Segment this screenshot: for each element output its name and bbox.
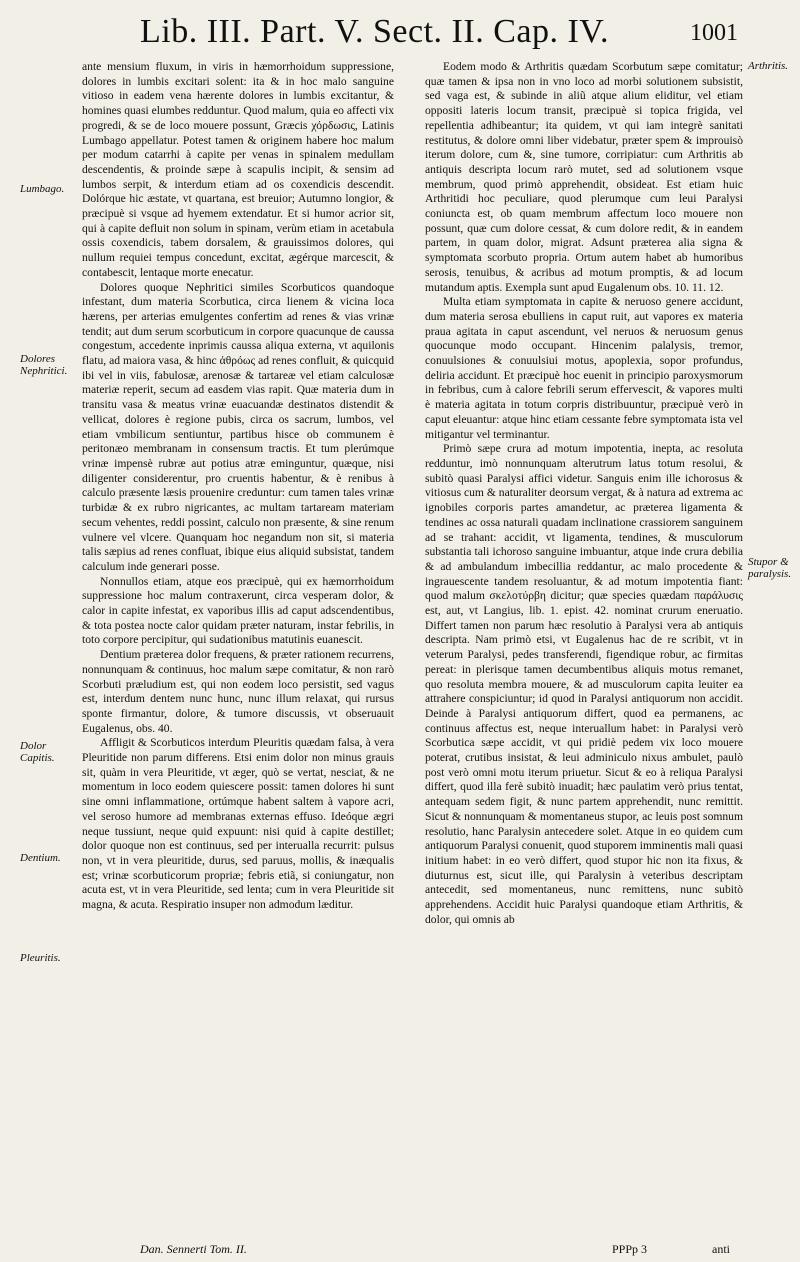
right-column	[425, 60, 743, 927]
page-number: 1001	[690, 20, 738, 46]
footer-signature: PPPp 3	[612, 1242, 648, 1256]
margin-note-dolor-capitis: Dolor Capitis.	[20, 740, 55, 764]
paragraph-lumbago: ante mensium fluxum, in viris in hæmorrhoidum suppressione, dolores in lumbis excitari solent: ita & in hoc malo sanguine vitioso in eadem vena hærente dolores in lumbis excitantur, & homines quasi elumbes redduntur. Quod malum, quia eo affecti vix progredi, & se de loco mouere possunt, Græcis χόρδωσις, Latinis Lumbago appellatur. Potest tamen & originem habere hoc malum per modum catarrhi à capite per venas in spinalem medullam descendentis, & proinde sæpe à scapulis incipit, & sensim ad lumbos serpit, & interdum etiam ad os coxendicis descendit. Dolórque hic æstate, vt quartana, est breuior; Autumno longior, & præcipuè si vsque ad hyemem extendatur. Et si humor acrior sit, qui à capite defluit non solum in spinam, verùm etiam in acetabula ossis coxendicis, tabem dorsalem, & grauissimos dolores, qui nullum requiei tempus concedunt, excitat, ægérque marcescit, & contabescit, lentaque morte enecatur.	[82, 60, 394, 279]
margin-note-lumbago: Lumbago.	[20, 183, 65, 195]
paragraph-dolores-nephritici: Dolores quoque Nephritici similes Scorbuticos quandoque infestant, dum materia Scorbutica, circa lienem & vicina loca hærens, per arterias emulgentes confertim ad renes & vias vrinæ tendit; aut dum serum scorbuticum in corpore quacunque de caussa congestum, accedente inprimis caussa aliqua externa, vt aquilonis flatu, ad maiora vasa, & hinc ἀθρόως ad renes confluit, & quicquid ibi vel in viis, fabulosæ, arenosæ & tartareæ vel etiam calculosæ materiæ reperit, secum ad easdem vias rapit. Quæ materia dum in transitu vasa & meatus vrinæ euacuandæ destinatos distendit & vellicat, dolores è regione pubis, circa os sacrum, lumbos, vel etiam vmbilicum sentiuntur, partibus hisce ob communem è peritonæo membranam in consensum tractis. Et tum plerúmque vrinæ impensè rubræ aut potius atræ eminguntur, quæque, nisi diligenter considerentur, pro cruentis habentur, & è renibus à calculo præsente læsis prouenire creduntur: cum tamen tales vrinæ turbidæ & ex rubro nigricantes, ac multam tartaream materiam secum vehentes, reddi possint, calculo non præsente, & sine renum vulnere vel vlcere. Quanquam hoc negandum non sit, si materia talis sæpius ad renes confluat, ibique eius aliquid subsistat, tandem calculum inde generari posse.	[82, 280, 394, 573]
paragraph-arthritis: Eodem modo & Arthritis quædam Scorbutum sæpe comitatur; quæ tamen & ipsa non in vno loco ad morbi solutionem subsistit, sed vaga est, & subinde in aliũ atque alium eliditur, vel etiam oppositi lateris locum transit, præcipuè si topica frigida, vel repellentia adhibeantur; ita quidem, vt qui iam integrè sanitati restitutus, & dolore omni liber videbatur, præter spem & improuisò iterum dolore, cum &, sine tumore, corripiatur: cum Arthritis ab antiquis descripta locum rarò mutet, sed ad solutionem vsque membrum, quod primò apprehendit, obsideat. Est etiam huic Arthritidi hoc peculiare, quod plerumque cum leui Paralysi coniuncta est, ob quam membrum affectum loco mouere non possunt, quæ cum dolore cessat, & cum dolore redit, & in eandem partem, in quam dolor, migrat. Adsunt præterea alia signa & symptomata scorbuto propria. Ortum autem habet ab humoribus serosis, tenuibus, & acribus ad motum promptis, & ad locum mutandum aptis. Exempla sunt apud Eugalenum obs. 10. 11. 12.	[425, 60, 743, 294]
running-header: Lib. III. Part. V. Sect. II. Cap. IV.	[140, 13, 609, 50]
paragraph-symptomata-capitis: Multa etiam symptomata in capite & neruoso genere accidunt, dum materia serosa ebulliens in caput ruit, aut vapores ex materia praua agitata in caput ascendunt, vel neruos & neruosum genus quocunque modo occupant. Hincenim palalysis, tremor, conuulsiones & conuulsiui motus, apoplexia, sopor profundus, deliria accidunt. Et præcipuè hoc euenit in principio paroxysmorum in febribus, cum à calore febrili serum effervescit, & vapores multi è materia agitata in totum corpris distribuuntur, præcipuè verò in caput eleuantur: atque hinc etiam cessante febre symptomata ista vel mitigantur vel terminantur.	[425, 295, 743, 441]
margin-note-pleuritis: Pleuritis.	[20, 952, 61, 964]
margin-note-arthritis: Arthritis.	[748, 60, 789, 72]
margin-note-dentium: Dentium.	[20, 852, 61, 864]
paragraph-stupor-paralysis: Primò sæpe crura ad motum impotentia, inepta, ac resoluta redduntur, imò nonnunquam alterutrum latus totum resolui, & subitò quasi Paralysi affici videtur. Sanguis enim ille ichorosus & vitiosus cum & naturaliter deorsum vergat, & à natura ad extrema ac ignobiles corporis partes amandetur, ac præterea ligamenta & tendines ac ossa naturali quadam inclinatione crassiorem sanguinem ad se trahant: accidit, vt ligamenta, tendines, & musculorum substantia tali ichoroso sanguine imbuantur, atque inde crura debilia & ad ambulandum imbecillia reddantur, ac malo procedente & ingrauescente tandem resoluantur, & ad motum impotentia fiant: quod malum σκελοτύρβη dicitur; quæ species quædam παράλυσις est, aut, vt Langius, lib. 1. epist. 42. nominat crurum eneruatio. Differt tamen non parum hæc resolutio à Paralysi vera ab antiquis descripta. Nam primò etsi, vt Eugalenus hac de re scribit, vt in veterum Paralysi, pedes transferendi, figendique robur, ac firmitas pereat: in plerisque tamen decumbentibus aliquis motus remanet, quo resoluta membra mouere, & ad musculorum capita leuiter ea attrahere conspiciuntur; id quod in Paralysi antiquorum non accidit. Deinde à Paralysi antiquorum differt, quod ea permanens, ac continuus affectus est, neque interuallum habet: in Paralysi verò Scorbutica sæpe accidit, vt qui pridiè pedem vix loco mouere poterat, crutibus insistat, & leui adminiculo nixus ambulet, paulò post verò omni motu iterum priuetur. Sicut & eo à reliqua Paralysi differt, quod illa ferè subitò inuadit; hæc paulatim verò prius tentat, antequam sedem figit, & nunc partem apprehendit, nunc remittit. Sicut & nonnunquam & momentaneus stupor, ac leuis post somnum resolutio, hanc Paralysin antecedere solet. Atque in eo quidem cum antiquorum Paralysi conuenit, quod stuporem imminentis mali quasi initium habet: in eo verò differt, quod stupor hic non ita fixus, & diuturnus est, sicut ille, qui Paralysin à veteribus descriptam antecedit, sed momentaneus, nunc remittens, nunc subitò apprehendens. Accidit huic Paralysi quandoque etiam Arthritis, & dolor, qui omnis ab	[425, 442, 743, 926]
paragraph-pleuritis: Affligit & Scorbuticos interdum Pleuritis quædam falsa, à vera Pleuritide non parum differens. Etsi enim dolor non minus grauis sit, quàm in vera Pleuritide, vt æger, quò se vertat, nesciat, & ne momentum in loco eodem quiescere possit: tamen dolores hi sunt sine omni inflammatione, ortúmque habent saltem à vapore acri, vel seroso humore ad membranas externas effuso. Ideóque ægri neque tussiunt, neque quid expuunt: nisi quid à capite destillet; dolor quoque non est continuus, sed per interualla recurrit: pulsus non, vt in vera pleuritide, durus, sed paruus, mollis, & inæqualis est; vrinæ scorbuticorum propriæ; febris etiã, si coniungatur, non acuta est, vt in vera Pleuritide, sed lenta; cum in vera Pleuritide sit magna, & acuta. Respiratio insuper non admodum læditur.	[82, 736, 394, 912]
margin-note-dolores-nephritici: Dolores Nephritici.	[20, 353, 68, 377]
footer-author: Dan. Sennerti Tom. II.	[140, 1242, 247, 1256]
margin-note-stupor: Stupor & paralysis.	[748, 556, 792, 580]
left-column	[82, 60, 394, 913]
footer-catchword: anti	[712, 1242, 730, 1256]
paragraph-dentium: Dentium præterea dolor frequens, & præter rationem recurrens, nonnunquam & continuus, hoc malum sæpe comitatur, & non rarò Scorbuti præludium est, qui non eodem loco persistit, sed vagus est, interdum dentem nunc hunc, nunc illum relaxat, qui rursus sponte firmantur, dolore, & tumore discussis, vt obseruauit Eugalenus, obs. 40.	[82, 648, 394, 735]
paragraph-dolor-capitis: Nonnullos etiam, atque eos præcipuè, qui ex hæmorrhoidum suppressione hoc malum contraxerunt, circa vesperam dolor, & calor in capite infestat, ex vaporibus illis ad caput adscendentibus, & tota postea nocte calor quidam præter naturam, instar febrilis, in toto corpore percipitur, qui sudationibus matutinis euanescit.	[82, 574, 394, 647]
